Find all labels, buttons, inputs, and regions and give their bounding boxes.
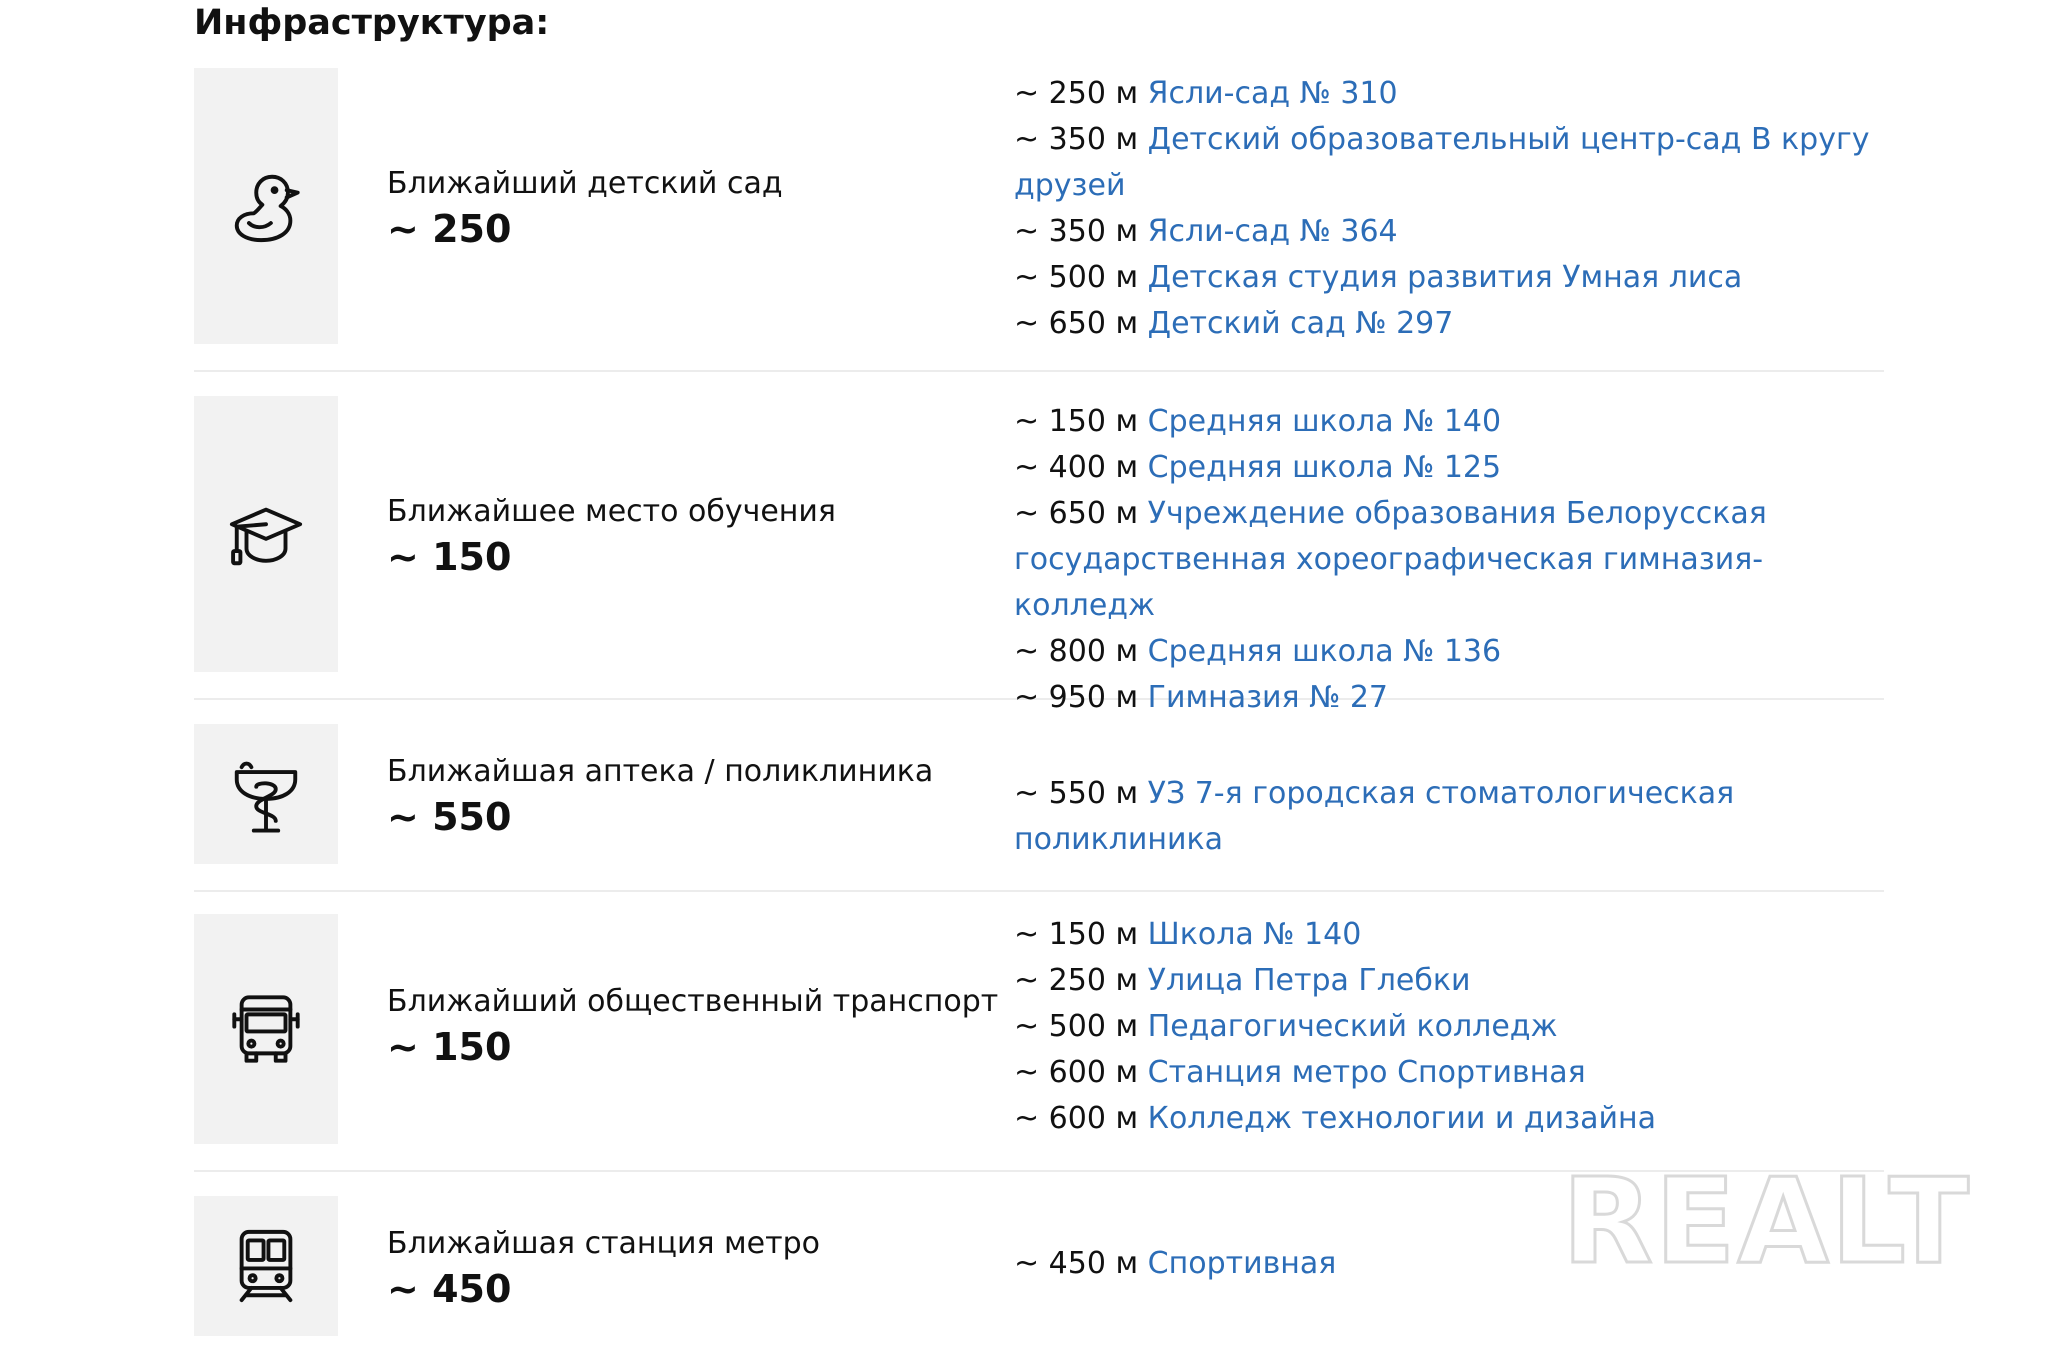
distance: ~ 500 м	[1014, 1009, 1139, 1044]
distance: ~ 650 м	[1014, 306, 1139, 341]
list-item	[1014, 399, 1874, 445]
infrastructure-row-education	[194, 396, 1884, 715]
summary	[387, 750, 987, 840]
summary	[387, 490, 987, 580]
distance: ~ 250 м	[1014, 76, 1139, 111]
place-link[interactable]: Улица Петра Глебки	[1147, 963, 1471, 998]
nearby-list	[1014, 771, 1874, 863]
nearby-list	[1014, 912, 1874, 1142]
summary-label: Ближайшая аптека / поликлиника	[387, 754, 934, 789]
list-item	[1014, 958, 1874, 1004]
list-item	[1014, 1004, 1874, 1050]
distance: ~ 650 м	[1014, 496, 1139, 531]
list-item	[1014, 301, 1874, 347]
place-link[interactable]: Детская студия развития Умная лиса	[1147, 260, 1743, 295]
summary-label: Ближайшее место обучения	[387, 494, 836, 529]
list-item	[1014, 1096, 1874, 1142]
icon-tile	[194, 396, 338, 672]
place-link[interactable]: Гимназия № 27	[1147, 680, 1389, 715]
icon-tile	[194, 1196, 338, 1336]
distance: ~ 600 м	[1014, 1055, 1139, 1090]
place-link[interactable]: Станция метро Спортивная	[1147, 1055, 1586, 1090]
list-item	[1014, 445, 1874, 491]
list-item	[1014, 912, 1874, 958]
summary	[387, 1222, 987, 1312]
duck-icon	[227, 167, 305, 245]
list-item	[1014, 491, 1874, 629]
summary-value: ~ 550	[387, 795, 512, 839]
place-link[interactable]: Детский сад № 297	[1147, 306, 1454, 341]
distance: ~ 950 м	[1014, 680, 1139, 715]
place-link[interactable]: Спортивная	[1147, 1246, 1337, 1281]
place-link[interactable]: Школа № 140	[1147, 917, 1362, 952]
distance: ~ 500 м	[1014, 260, 1139, 295]
distance: ~ 600 м	[1014, 1101, 1139, 1136]
summary-label: Ближайшая станция метро	[387, 1226, 821, 1261]
summary	[387, 980, 999, 1070]
infrastructure-row-pharmacy	[194, 724, 1884, 892]
place-link[interactable]: Учреждение образования Белорусская государственная хореографическая гимназия-колледж	[1014, 496, 1767, 623]
watermark-logo: REALT	[1562, 1152, 1971, 1290]
distance: ~ 350 м	[1014, 122, 1139, 157]
distance: ~ 350 м	[1014, 214, 1139, 249]
infrastructure-row-kindergarten	[194, 68, 1884, 372]
place-link[interactable]: Средняя школа № 125	[1147, 450, 1502, 485]
icon-tile	[194, 68, 338, 344]
infrastructure-row-transport	[194, 914, 1884, 1172]
distance: ~ 550 м	[1014, 776, 1139, 811]
distance: ~ 800 м	[1014, 634, 1139, 669]
nearby-list	[1014, 71, 1874, 347]
bus-icon	[227, 990, 305, 1068]
pharmacy-icon	[227, 755, 305, 833]
distance: ~ 450 м	[1014, 1246, 1139, 1281]
distance: ~ 400 м	[1014, 450, 1139, 485]
icon-tile	[194, 914, 338, 1144]
place-link[interactable]: Средняя школа № 140	[1147, 404, 1502, 439]
place-link[interactable]: Ясли-сад № 364	[1147, 214, 1398, 249]
list-item	[1014, 71, 1874, 117]
list-item	[1014, 255, 1874, 301]
summary-value: ~ 150	[387, 1025, 512, 1069]
summary-value: ~ 150	[387, 535, 512, 579]
metro-train-icon	[227, 1227, 305, 1305]
place-link[interactable]: Средняя школа № 136	[1147, 634, 1502, 669]
summary-value: ~ 250	[387, 207, 512, 251]
place-link[interactable]: Детский образовательный центр-сад В кругу друзей	[1014, 122, 1870, 203]
summary-value: ~ 450	[387, 1267, 512, 1311]
icon-tile	[194, 724, 338, 864]
nearby-list	[1014, 399, 1874, 721]
summary-label: Ближайший детский сад	[387, 166, 783, 201]
section-title: Инфраструктура:	[194, 3, 550, 43]
distance: ~ 150 м	[1014, 404, 1139, 439]
list-item	[1014, 1050, 1874, 1096]
graduation-cap-icon	[227, 495, 305, 573]
place-link[interactable]: Ясли-сад № 310	[1147, 76, 1398, 111]
list-item	[1014, 629, 1874, 675]
list-item	[1014, 771, 1874, 863]
list-item	[1014, 117, 1874, 209]
place-link[interactable]: УЗ 7-я городская стоматологическая поликлиника	[1014, 776, 1735, 857]
place-link[interactable]: Педагогический колледж	[1147, 1009, 1558, 1044]
place-link[interactable]: Колледж технологии и дизайна	[1147, 1101, 1657, 1136]
summary	[387, 162, 987, 252]
summary-label: Ближайший общественный транспорт	[387, 984, 999, 1019]
list-item	[1014, 209, 1874, 255]
distance: ~ 250 м	[1014, 963, 1139, 998]
distance: ~ 150 м	[1014, 917, 1139, 952]
list-item	[1014, 675, 1874, 721]
